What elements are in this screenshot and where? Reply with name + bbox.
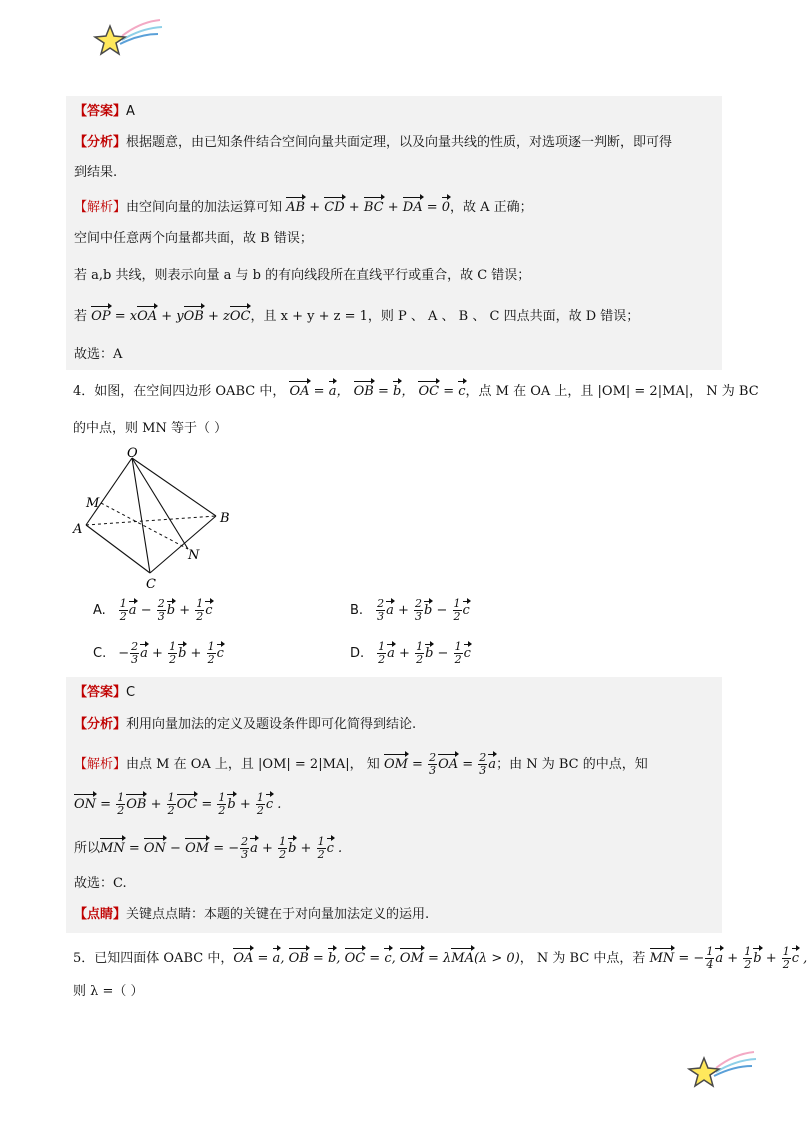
- answer-tag: 【答案】: [74, 685, 127, 700]
- question-text: ，点 M 在 OA 上，且 |OM| = 2|MA|， N 为 BC: [465, 384, 759, 399]
- question-text: 4．如图，在空间四边形 OABC 中，: [73, 384, 286, 399]
- vector-sum-formula: AB + CD + BC + DA = 0: [286, 200, 451, 215]
- question-4-line-1: [73, 383, 759, 401]
- question-text: ， N 为 BC 中点，若: [519, 951, 646, 966]
- label-A: A: [73, 522, 83, 537]
- analysis-tag: 【分析】: [74, 717, 127, 732]
- solution-text: 由空间向量的加法运算可知: [126, 200, 283, 215]
- answer-value: A: [126, 104, 135, 119]
- solution-line-2: [74, 792, 281, 817]
- solution-text: 由点 M 在 OA 上，且 |OM| = 2|MA|， 知: [126, 757, 380, 772]
- solution-text: ，故 A 正确；: [450, 200, 533, 215]
- label-C: C: [146, 577, 156, 592]
- solution-text: ；由 N 为 BC 的中点，知: [496, 757, 648, 772]
- solution-text: ，且 x + y + z = 1，则 P 、 A 、 B 、 C 四点共面，故 D 错误；: [250, 309, 640, 324]
- label-N: N: [188, 548, 200, 563]
- question-5-line-2: 则 λ =（ ）: [73, 984, 144, 999]
- option-d[interactable]: D. $\frac{1}{2}$ a + $\frac{1}{2}$ b − $\frac{1}{2}$ c: [350, 640, 471, 666]
- tetrahedron-figure: [70, 445, 250, 595]
- conclusion: 故选：A: [74, 347, 123, 362]
- tip-line: [74, 906, 429, 924]
- given-vectors: OA = a， OB = b， OC = c: [289, 384, 466, 399]
- shooting-star-icon: [686, 1046, 758, 1092]
- tip-tag: 【点睛】: [74, 907, 127, 922]
- answer-value: C: [126, 685, 136, 700]
- solution-line-1: [74, 199, 533, 217]
- solution-line-1: [74, 752, 648, 777]
- solution-line-3: 若 a,b 共线，则表示向量 a 与 b 的有向线段所在直线平行或重合，故 C 错误；: [74, 268, 531, 283]
- question-5-line-1: [73, 946, 807, 971]
- answer-line: [74, 684, 135, 702]
- solution-text: 所以: [74, 841, 101, 856]
- conclusion: 故选：C.: [74, 876, 127, 891]
- solution-tag: 【解析】: [74, 757, 127, 772]
- label-B: B: [220, 511, 230, 526]
- on-formula: ON = $\frac{1}{2}$ OB + $\frac{1}{2}$ OC = $\frac{1}{2}$ b + $\frac{1}{2}$ c .: [74, 791, 282, 817]
- solution-line-4: [74, 308, 639, 326]
- solution-line-3: [74, 836, 342, 861]
- label-M: M: [86, 496, 100, 511]
- om-formula: OM = $\frac{2}{3}$ OA = $\frac{2}{3}$ a: [383, 751, 497, 777]
- question-4-line-2: 的中点，则 MN 等于（ ）: [73, 421, 228, 436]
- solution-line-2: 空间中任意两个向量都共面，故 B 错误；: [74, 231, 313, 246]
- analysis-line: [74, 716, 416, 734]
- analysis-text: 根据题意，由已知条件结合空间向量共面定理，以及向量共线的性质，对选项逐一判断，即可得: [126, 135, 673, 150]
- analysis-tag: 【分析】: [74, 135, 127, 150]
- op-formula: OP = xOA + yOB + zOC: [91, 309, 251, 324]
- q5-mn: MN = − $\frac{1}{4}$ a + $\frac{1}{2}$ b + $\frac{1}{2}$ c ,: [649, 945, 807, 971]
- option-a[interactable]: A. $\frac{1}{2}$ a − $\frac{2}{3}$ b + $\frac{1}{2}$ c: [93, 597, 213, 623]
- question-text: 5．已知四面体 OABC 中，: [73, 951, 234, 966]
- analysis-line: [74, 134, 672, 152]
- solution-tag: 【解析】: [74, 200, 127, 215]
- analysis-text: 利用向量加法的定义及题设条件即可化简得到结论.: [126, 717, 417, 732]
- shooting-star-icon: [92, 14, 164, 60]
- solution-text: 若: [74, 309, 88, 324]
- answer-tag: 【答案】: [74, 104, 127, 119]
- analysis-line-2: 到结果.: [74, 165, 118, 180]
- option-c[interactable]: C. − $\frac{2}{3}$ a + $\frac{1}{2}$ b + $\frac{1}{2}$ c: [93, 640, 224, 666]
- mn-formula: MN = ON − OM = − $\frac{2}{3}$ a + $\frac{1}{2}$ b + $\frac{1}{2}$ c .: [100, 835, 343, 861]
- answer-line: [74, 103, 135, 121]
- q5-given: OA = a, OB = b, OC = c, OM = λMA(λ > 0): [233, 951, 520, 966]
- tip-text: 关键点点睛：本题的关键在于对向量加法定义的运用.: [126, 907, 430, 922]
- label-O: O: [127, 446, 138, 461]
- option-b[interactable]: B. $\frac{2}{3}$ a + $\frac{2}{3}$ b − $\frac{1}{2}$ c: [350, 597, 470, 623]
